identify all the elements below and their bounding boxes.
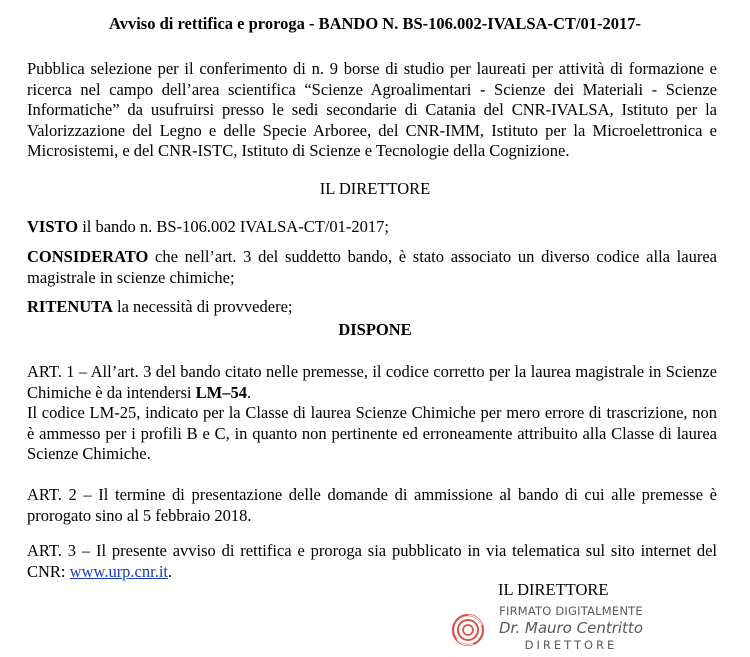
stamp-signer-role: DIRETTORE bbox=[524, 638, 618, 652]
considerato-text: che nell’art. 3 del suddetto bando, è stato associato un diverso codice alla laurea magistrale in scienze chimiche; bbox=[27, 247, 717, 287]
art3-label: ART. 3 – bbox=[27, 541, 91, 560]
considerato-label: CONSIDERATO bbox=[27, 247, 149, 266]
art3-text: Il presente avviso di rettifica e proroga sia pubblicato in via telematica sul sito internet del CNR: bbox=[27, 541, 717, 581]
visto-label: VISTO bbox=[27, 217, 79, 236]
ritenuta-label: RITENUTA bbox=[27, 297, 113, 316]
art3-paragraph bbox=[27, 541, 717, 582]
dispone-heading: DISPONE bbox=[338, 320, 412, 339]
art1-label: ART. 1 – bbox=[27, 362, 88, 381]
visto-text: il bando n. BS-106.002 IVALSA-CT/01-2017; bbox=[78, 217, 389, 236]
cnr-website-link[interactable]: www.urp.cnr.it bbox=[69, 561, 169, 581]
art1-text: All’art. 3 del bando citato nelle premesse, il codice corretto per la laurea magistrale in Scienze Chimiche è da intendersi bbox=[27, 362, 717, 402]
intro-paragraph: Pubblica selezione per il conferimento di n. 9 borse di studio per laureati per attività di formazione e ricerca nel campo dell’area scientifica “Scienze Agroalimentari - Scienze dei Materiali - Scienze Informatiche” da usufruirsi presso le sedi secondarie di Catania del CNR-IVALSA, Istituto per la Valorizzazione del Legno e delle Specie Arboree, del CNR-IMM, Istituto per la Microelettronica e Microsistemi, e del CNR-ISTC, Istituto di Scienze e Tecnologie della Cognizione. bbox=[27, 59, 717, 160]
art2-label: ART. 2 – bbox=[27, 485, 92, 504]
ritenuta-text: la necessità di provvedere; bbox=[112, 297, 293, 316]
ritenuta-paragraph bbox=[27, 297, 717, 318]
visto-paragraph bbox=[27, 217, 717, 238]
art2-paragraph bbox=[27, 485, 717, 526]
considerato-paragraph bbox=[27, 247, 717, 288]
art3-end: . bbox=[168, 561, 173, 581]
signature-title: IL DIRETTORE bbox=[498, 580, 609, 599]
art1-paragraph bbox=[27, 362, 717, 465]
stamp-signed-digitally: FIRMATO DIGITALMENTE bbox=[499, 604, 643, 618]
director-heading: IL DIRETTORE bbox=[319, 179, 431, 198]
document-title: Avviso di rettifica e proroga - BANDO N. BS-106.002-IVALSA-CT/01-2017- bbox=[109, 14, 641, 33]
art1-code: LM–54 bbox=[195, 382, 247, 402]
stamp-signer-name: Dr. Mauro Centritto bbox=[499, 619, 643, 637]
digital-signature-stamp bbox=[496, 604, 646, 652]
art2-text: Il termine di presentazione delle domande di ammissione al bando di cui alle premesse è prorogato sino al 5 febbraio 2018. bbox=[27, 485, 717, 525]
art1-text-end: . bbox=[246, 382, 252, 402]
digital-signature-seal-icon bbox=[451, 613, 485, 647]
art1-text-b: Il codice LM-25, indicato per la Classe di laurea Scienze Chimiche per mero errore di trascrizione, non è ammesso per i profili B e C, in quanto non pertinente ed erroneamente attribuito alla Classe di laurea Scienze Chimiche. bbox=[27, 403, 717, 463]
